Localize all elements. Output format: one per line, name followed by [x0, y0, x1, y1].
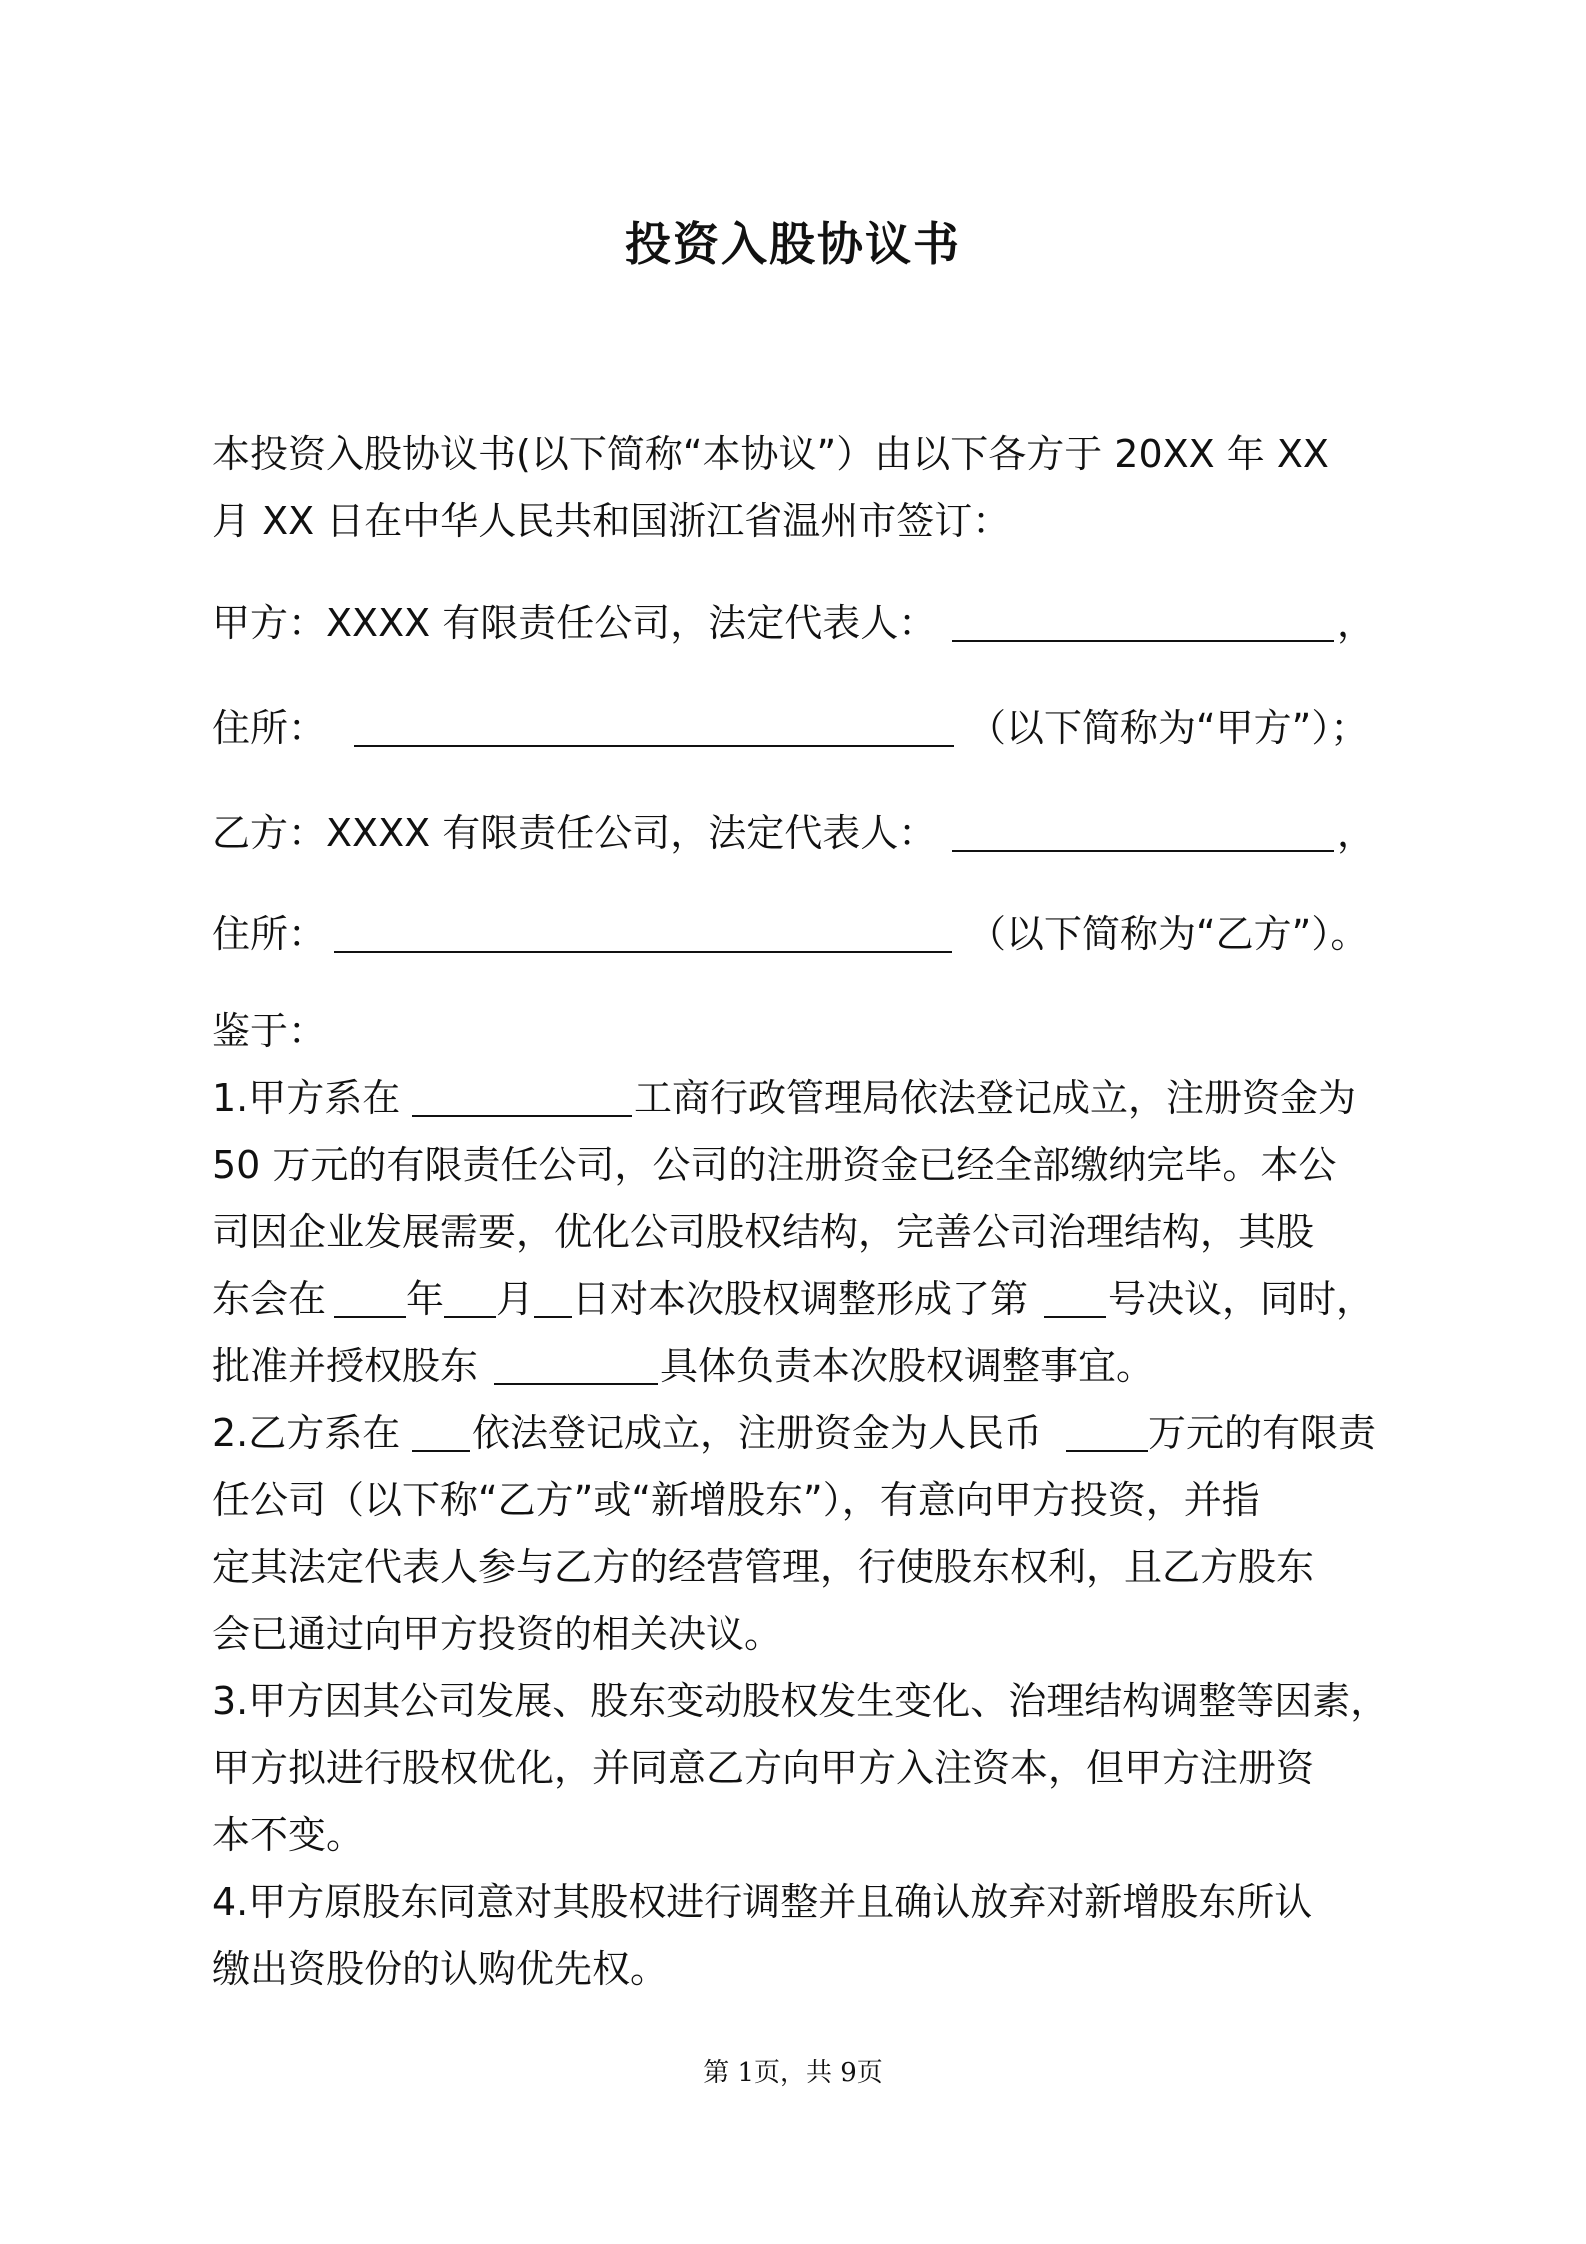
clause1-line1-b: 工商行政管理局依法登记成立，注册资金为 — [634, 1076, 1357, 1120]
party-a-representative-blank[interactable] — [952, 600, 1334, 642]
clause1-line4-c: 月 — [496, 1277, 535, 1321]
clause1-line4-b: 年 — [406, 1277, 445, 1321]
clause2-line1-a: 2.乙方系在 — [212, 1411, 401, 1455]
clause2-line4: 会已通过向甲方投资的相关决议。 — [212, 1612, 783, 1656]
clause1-line4-a: 东会在 — [212, 1277, 327, 1321]
clause1-line5-b: 具体负责本次股权调整事宜。 — [660, 1344, 1155, 1388]
clause4-line2: 缴出资股份的认购优先权。 — [212, 1947, 669, 1991]
clause2-line1-c: 万元的有限责 — [1148, 1411, 1377, 1455]
intro-line-1: 本投资入股协议书(以下简称“本协议”）由以下各方于 20XX 年 XX — [212, 432, 1329, 476]
clause2-line3: 定其法定代表人参与乙方的经营管理，行使股东权利，且乙方股东 — [212, 1545, 1315, 1589]
clause1-registry-blank[interactable] — [412, 1075, 632, 1117]
clause1-line3: 司因企业发展需要，优化公司股权结构，完善公司治理结构，其股 — [212, 1210, 1315, 1254]
clause1-day-blank[interactable] — [534, 1276, 572, 1318]
party-b-address-label: 住所： — [212, 912, 327, 956]
party-a-address-blank[interactable] — [354, 705, 954, 747]
clause1-line5-a: 批准并授权股东 — [212, 1344, 479, 1388]
party-a-end: ， — [1337, 601, 1376, 645]
party-b-address-suffix: （以下简称为“乙方”）。 — [968, 912, 1369, 956]
party-b-representative-blank[interactable] — [952, 810, 1334, 852]
clause2-capital-blank[interactable] — [1066, 1410, 1148, 1452]
party-b-label: 乙方：XXXX 有限责任公司，法定代表人： — [212, 811, 937, 855]
clause1-year-blank[interactable] — [334, 1276, 406, 1318]
clause1-line1-a: 1.甲方系在 — [212, 1076, 401, 1120]
clause1-line4-d: 日对本次股权调整形成了第 — [572, 1277, 1029, 1321]
document-title: 投资入股协议书 — [625, 217, 961, 271]
clause1-month-blank[interactable] — [444, 1276, 496, 1318]
clause1-shareholder-blank[interactable] — [494, 1343, 658, 1385]
clause2-registry-blank[interactable] — [412, 1410, 470, 1452]
clause4-line1: 4.甲方原股东同意对其股权进行调整并且确认放弃对新增股东所认 — [212, 1880, 1313, 1924]
intro-line-2: 月 XX 日在中华人民共和国浙江省温州市签订： — [212, 499, 1011, 543]
party-a-address-label: 住所： — [212, 706, 327, 750]
party-a-label: 甲方：XXXX 有限责任公司，法定代表人： — [212, 601, 937, 645]
clause3-line2: 甲方拟进行股权优化，并同意乙方向甲方入注资本，但甲方注册资 — [212, 1746, 1315, 1790]
clause1-line4-e: 号决议，同时， — [1108, 1277, 1375, 1321]
clause3-line1: 3.甲方因其公司发展、股东变动股权发生变化、治理结构调整等因素， — [212, 1679, 1389, 1723]
clause2-line1-b: 依法登记成立，注册资金为人民币 — [472, 1411, 1043, 1455]
party-a-address-suffix: （以下简称为“甲方”）； — [968, 706, 1369, 750]
whereas-heading: 鉴于： — [212, 1009, 327, 1053]
clause1-line2: 50 万元的有限责任公司，公司的注册资金已经全部缴纳完毕。本公 — [212, 1143, 1337, 1187]
party-b-end: ， — [1337, 811, 1376, 855]
clause2-line2: 任公司（以下称“乙方”或“新增股东”），有意向甲方投资，并指 — [212, 1478, 1260, 1522]
clause1-resolution-no-blank[interactable] — [1044, 1276, 1106, 1318]
page-number-footer: 第 1页，共 9页 — [703, 2058, 883, 2088]
party-b-address-blank[interactable] — [334, 911, 952, 953]
clause3-line3: 本不变。 — [212, 1813, 365, 1857]
